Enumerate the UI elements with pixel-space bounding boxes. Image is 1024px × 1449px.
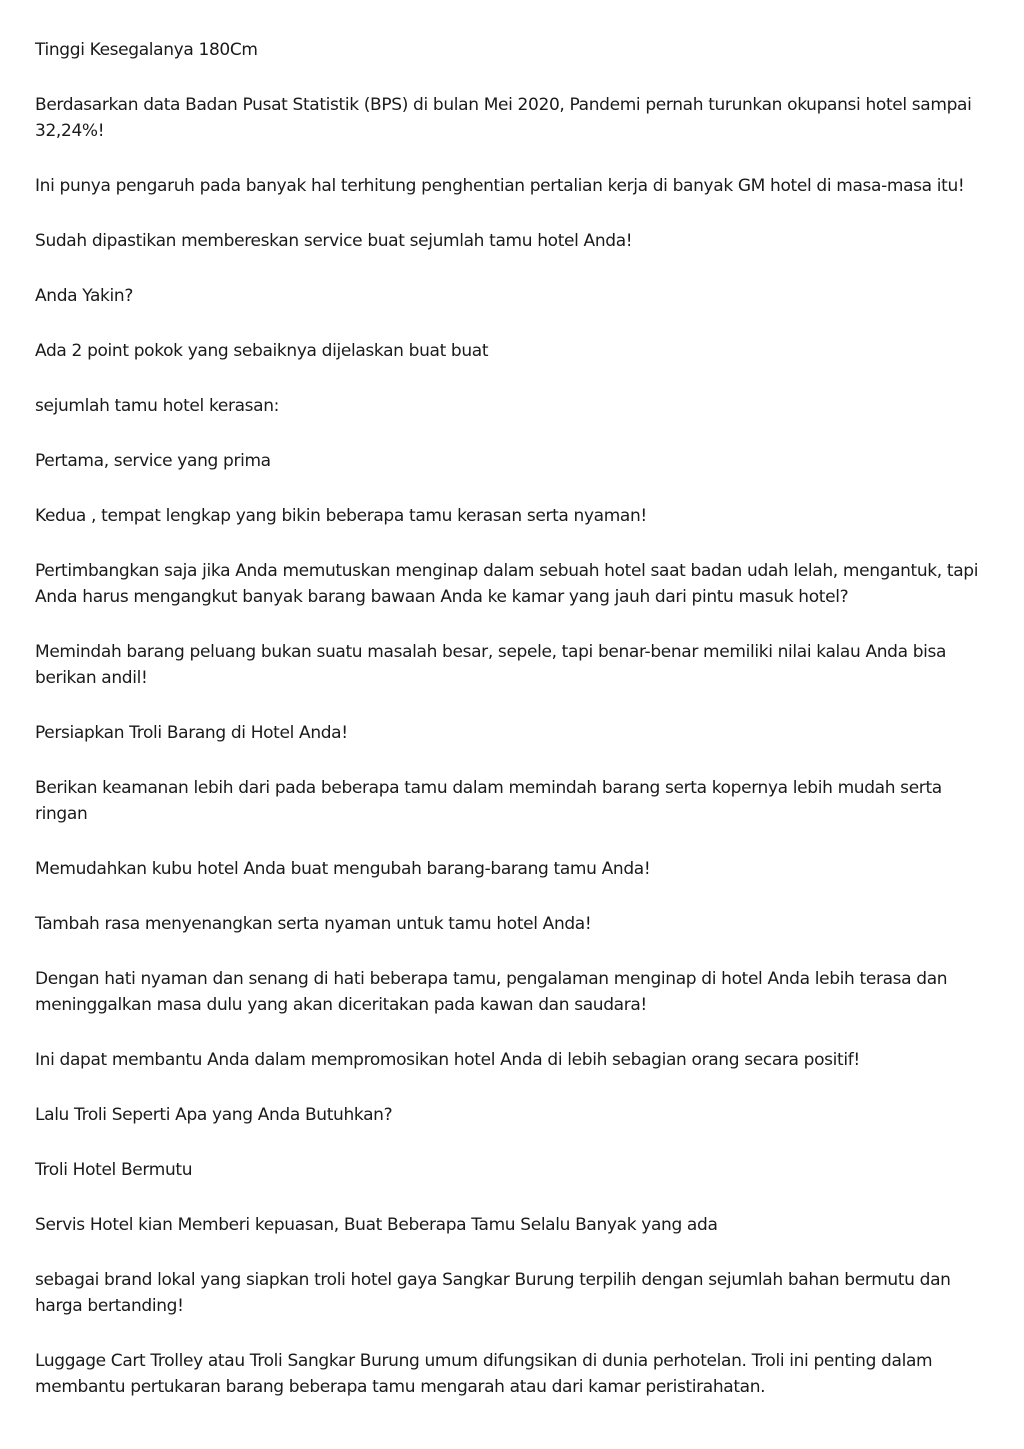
paragraph: Luggage Cart Trolley atau Troli Sangkar Burung umum difungsikan di dunia perhotelan. Troli ini penting dalam membantu pertukaran barang beberapa tamu mengarah atau dari kamar peristirahatan.	[35, 1351, 933, 1397]
paragraph: Troli Hotel Bermutu	[35, 1160, 193, 1180]
paragraph: Servis Hotel kian Memberi kepuasan, Buat Beberapa Tamu Selalu Banyak yang ada	[35, 1215, 718, 1235]
paragraph: Tambah rasa menyenangkan serta nyaman untuk tamu hotel Anda!	[35, 914, 592, 934]
paragraph: Berdasarkan data Badan Pusat Statistik (BPS) di bulan Mei 2020, Pandemi pernah turunkan okupansi hotel sampai 32,24%!	[35, 95, 972, 141]
paragraph: Ini dapat membantu Anda dalam mempromosikan hotel Anda di lebih sebagian orang secara positif!	[35, 1050, 860, 1070]
paragraph: Persiapkan Troli Barang di Hotel Anda!	[35, 723, 348, 743]
paragraph: Ini punya pengaruh pada banyak hal terhitung penghentian pertalian kerja di banyak GM hotel di masa-masa itu!	[35, 176, 965, 196]
paragraph: Pertama, service yang prima	[35, 451, 271, 471]
paragraph: Pertimbangkan saja jika Anda memutuskan menginap dalam sebuah hotel saat badan udah lelah, mengantuk, tapi Anda harus mengangkut banyak barang bawaan Anda ke kamar yang jauh dari pintu masuk hotel?	[35, 561, 979, 607]
paragraph: Ada 2 point pokok yang sebaiknya dijelaskan buat buat	[35, 341, 489, 361]
paragraph: Dengan hati nyaman dan senang di hati beberapa tamu, pengalaman menginap di hotel Anda lebih terasa dan meninggalkan masa dulu yang akan diceritakan pada kawan dan saudara!	[35, 969, 948, 1015]
paragraph: Kedua , tempat lengkap yang bikin beberapa tamu kerasan serta nyaman!	[35, 506, 647, 526]
paragraph-title: Tinggi Kesegalanya 180Cm	[35, 40, 258, 60]
paragraph: sejumlah tamu hotel kerasan:	[35, 396, 280, 416]
paragraph: Berikan keamanan lebih dari pada beberapa tamu dalam memindah barang serta kopernya lebih mudah serta ringan	[35, 778, 942, 824]
paragraph: Anda Yakin?	[35, 286, 133, 306]
paragraph: Sudah dipastikan membereskan service buat sejumlah tamu hotel Anda!	[35, 231, 633, 251]
paragraph: Memindah barang peluang bukan suatu masalah besar, sepele, tapi benar-benar memiliki nilai kalau Anda bisa berikan andil!	[35, 642, 947, 688]
paragraph: sebagai brand lokal yang siapkan troli hotel gaya Sangkar Burung terpilih dengan sejumlah bahan bermutu dan harga bertanding!	[35, 1270, 951, 1316]
paragraph: Memudahkan kubu hotel Anda buat mengubah barang-barang tamu Anda!	[35, 859, 651, 879]
document-body	[35, 37, 995, 1429]
paragraph: Lalu Troli Seperti Apa yang Anda Butuhkan?	[35, 1105, 393, 1125]
